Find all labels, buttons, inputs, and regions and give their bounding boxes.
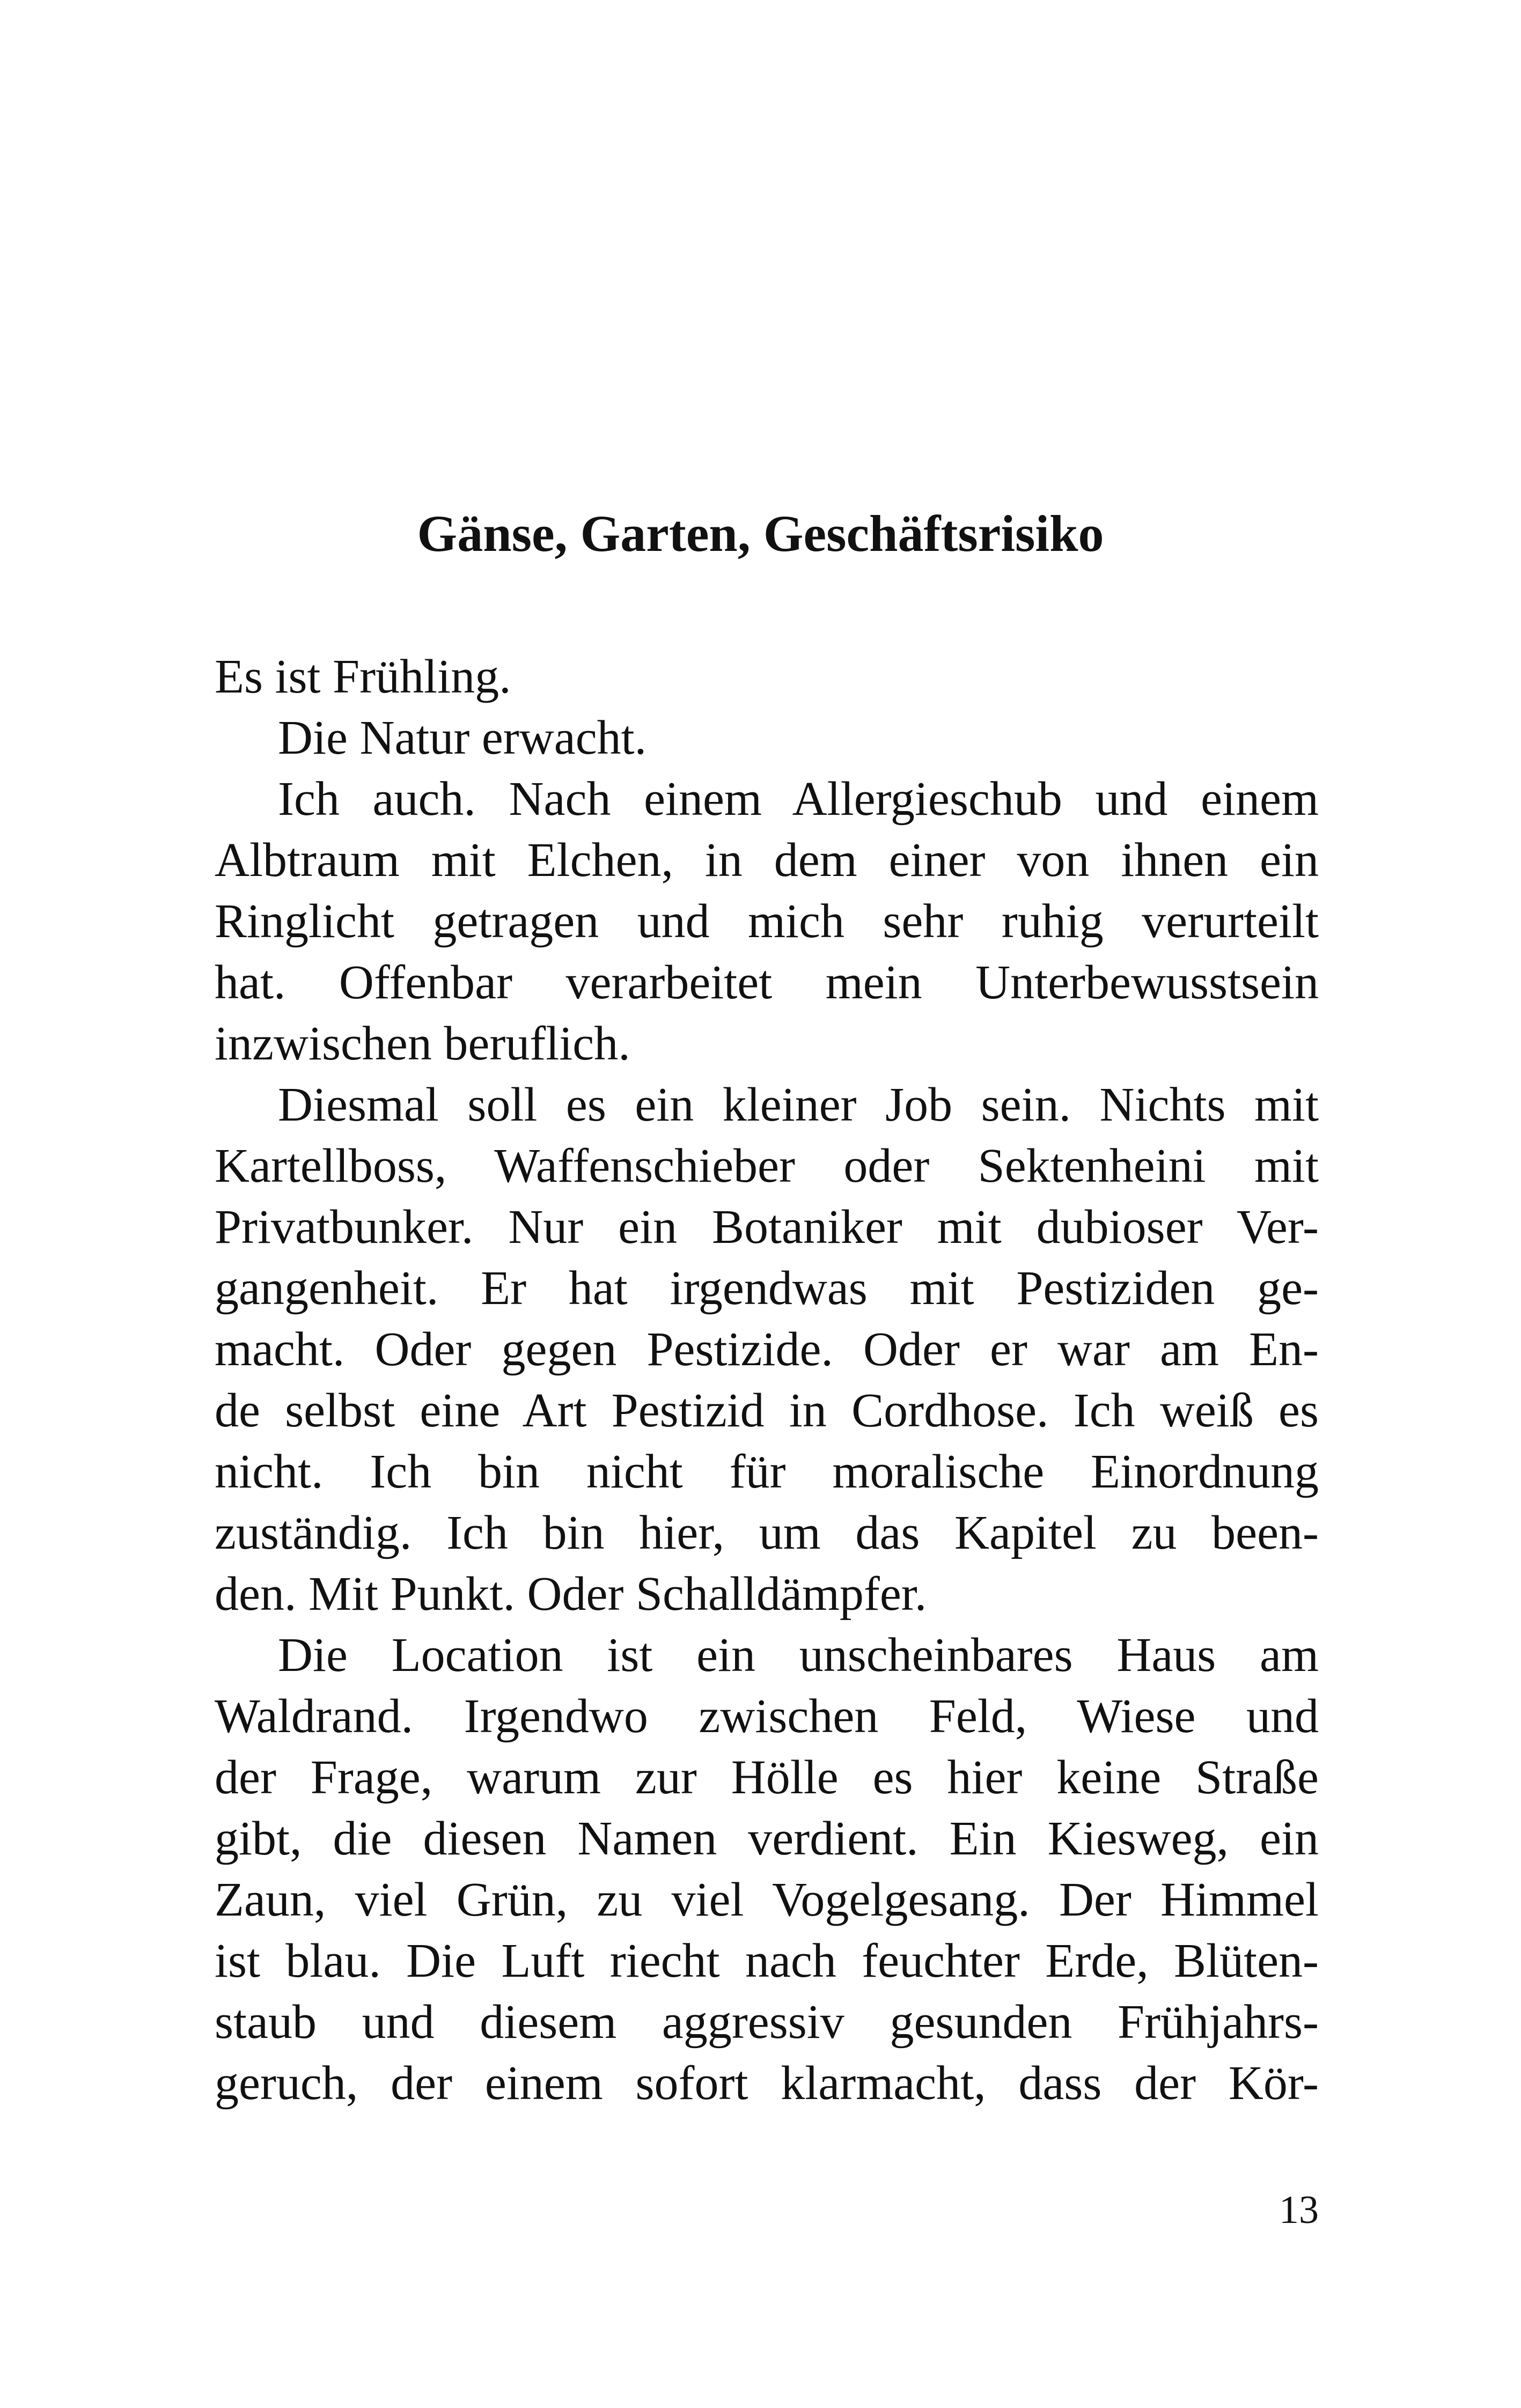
text-line: der Frage, warum zur Hölle es hier keine Straße: [215, 1751, 1319, 1804]
text-line: Diesmal soll es ein kleiner Job sein. Nichts mit: [278, 1078, 1319, 1131]
text-line: Albtraum mit Elchen, in dem einer von ihnen ein: [215, 834, 1319, 887]
text-line: Die Natur erwacht.: [278, 711, 647, 764]
text-line: macht. Oder gegen Pestizide. Oder er war am En-: [215, 1323, 1319, 1376]
text-line: staub und diesem aggressiv gesunden Frühjahrs-: [215, 1995, 1319, 2049]
chapter-title: Gänse, Garten, Geschäftsrisiko: [417, 505, 1104, 562]
text-line: Ringlicht getragen und mich sehr ruhig verurteilt: [215, 895, 1319, 948]
text-line: gibt, die diesen Namen verdient. Ein Kiesweg, ein: [215, 1812, 1319, 1865]
text-line: Ich auch. Nach einem Allergieschub und einem: [278, 772, 1319, 826]
text-line: geruch, der einem sofort klarmacht, dass der Kör-: [215, 2057, 1319, 2110]
text-line: inzwischen beruflich.: [215, 1017, 630, 1070]
text-line: Zaun, viel Grün, zu viel Vogelgesang. Der Himmel: [215, 1873, 1319, 1926]
text-line: hat. Offenbar verarbeitet mein Unterbewusstsein: [215, 956, 1319, 1009]
text-line: ist blau. Die Luft riecht nach feuchter Erde, Blüten-: [215, 1934, 1319, 1987]
text-line: de selbst eine Art Pestizid in Cordhose. Ich weiß es: [215, 1384, 1319, 1437]
text-line: Kartellboss, Waffenschieber oder Sektenheini mit: [215, 1139, 1319, 1192]
text-line: Waldrand. Irgendwo zwischen Feld, Wiese und: [215, 1690, 1319, 1743]
text-line: zuständig. Ich bin hier, um das Kapitel zu been-: [215, 1506, 1319, 1559]
page-number: 13: [1279, 2188, 1319, 2232]
body-text: [215, 646, 1319, 2114]
text-line: Die Location ist ein unscheinbares Haus am: [278, 1629, 1319, 1682]
text-line: den. Mit Punkt. Oder Schalldämpfer.: [215, 1567, 927, 1621]
text-line: nicht. Ich bin nicht für moralische Einordnung: [215, 1445, 1319, 1498]
text-line: Es ist Frühling.: [215, 650, 511, 703]
text-line: gangenheit. Er hat irgendwas mit Pestiziden ge-: [215, 1262, 1319, 1315]
text-line: Privatbunker. Nur ein Botaniker mit dubioser Ver-: [215, 1201, 1319, 1254]
